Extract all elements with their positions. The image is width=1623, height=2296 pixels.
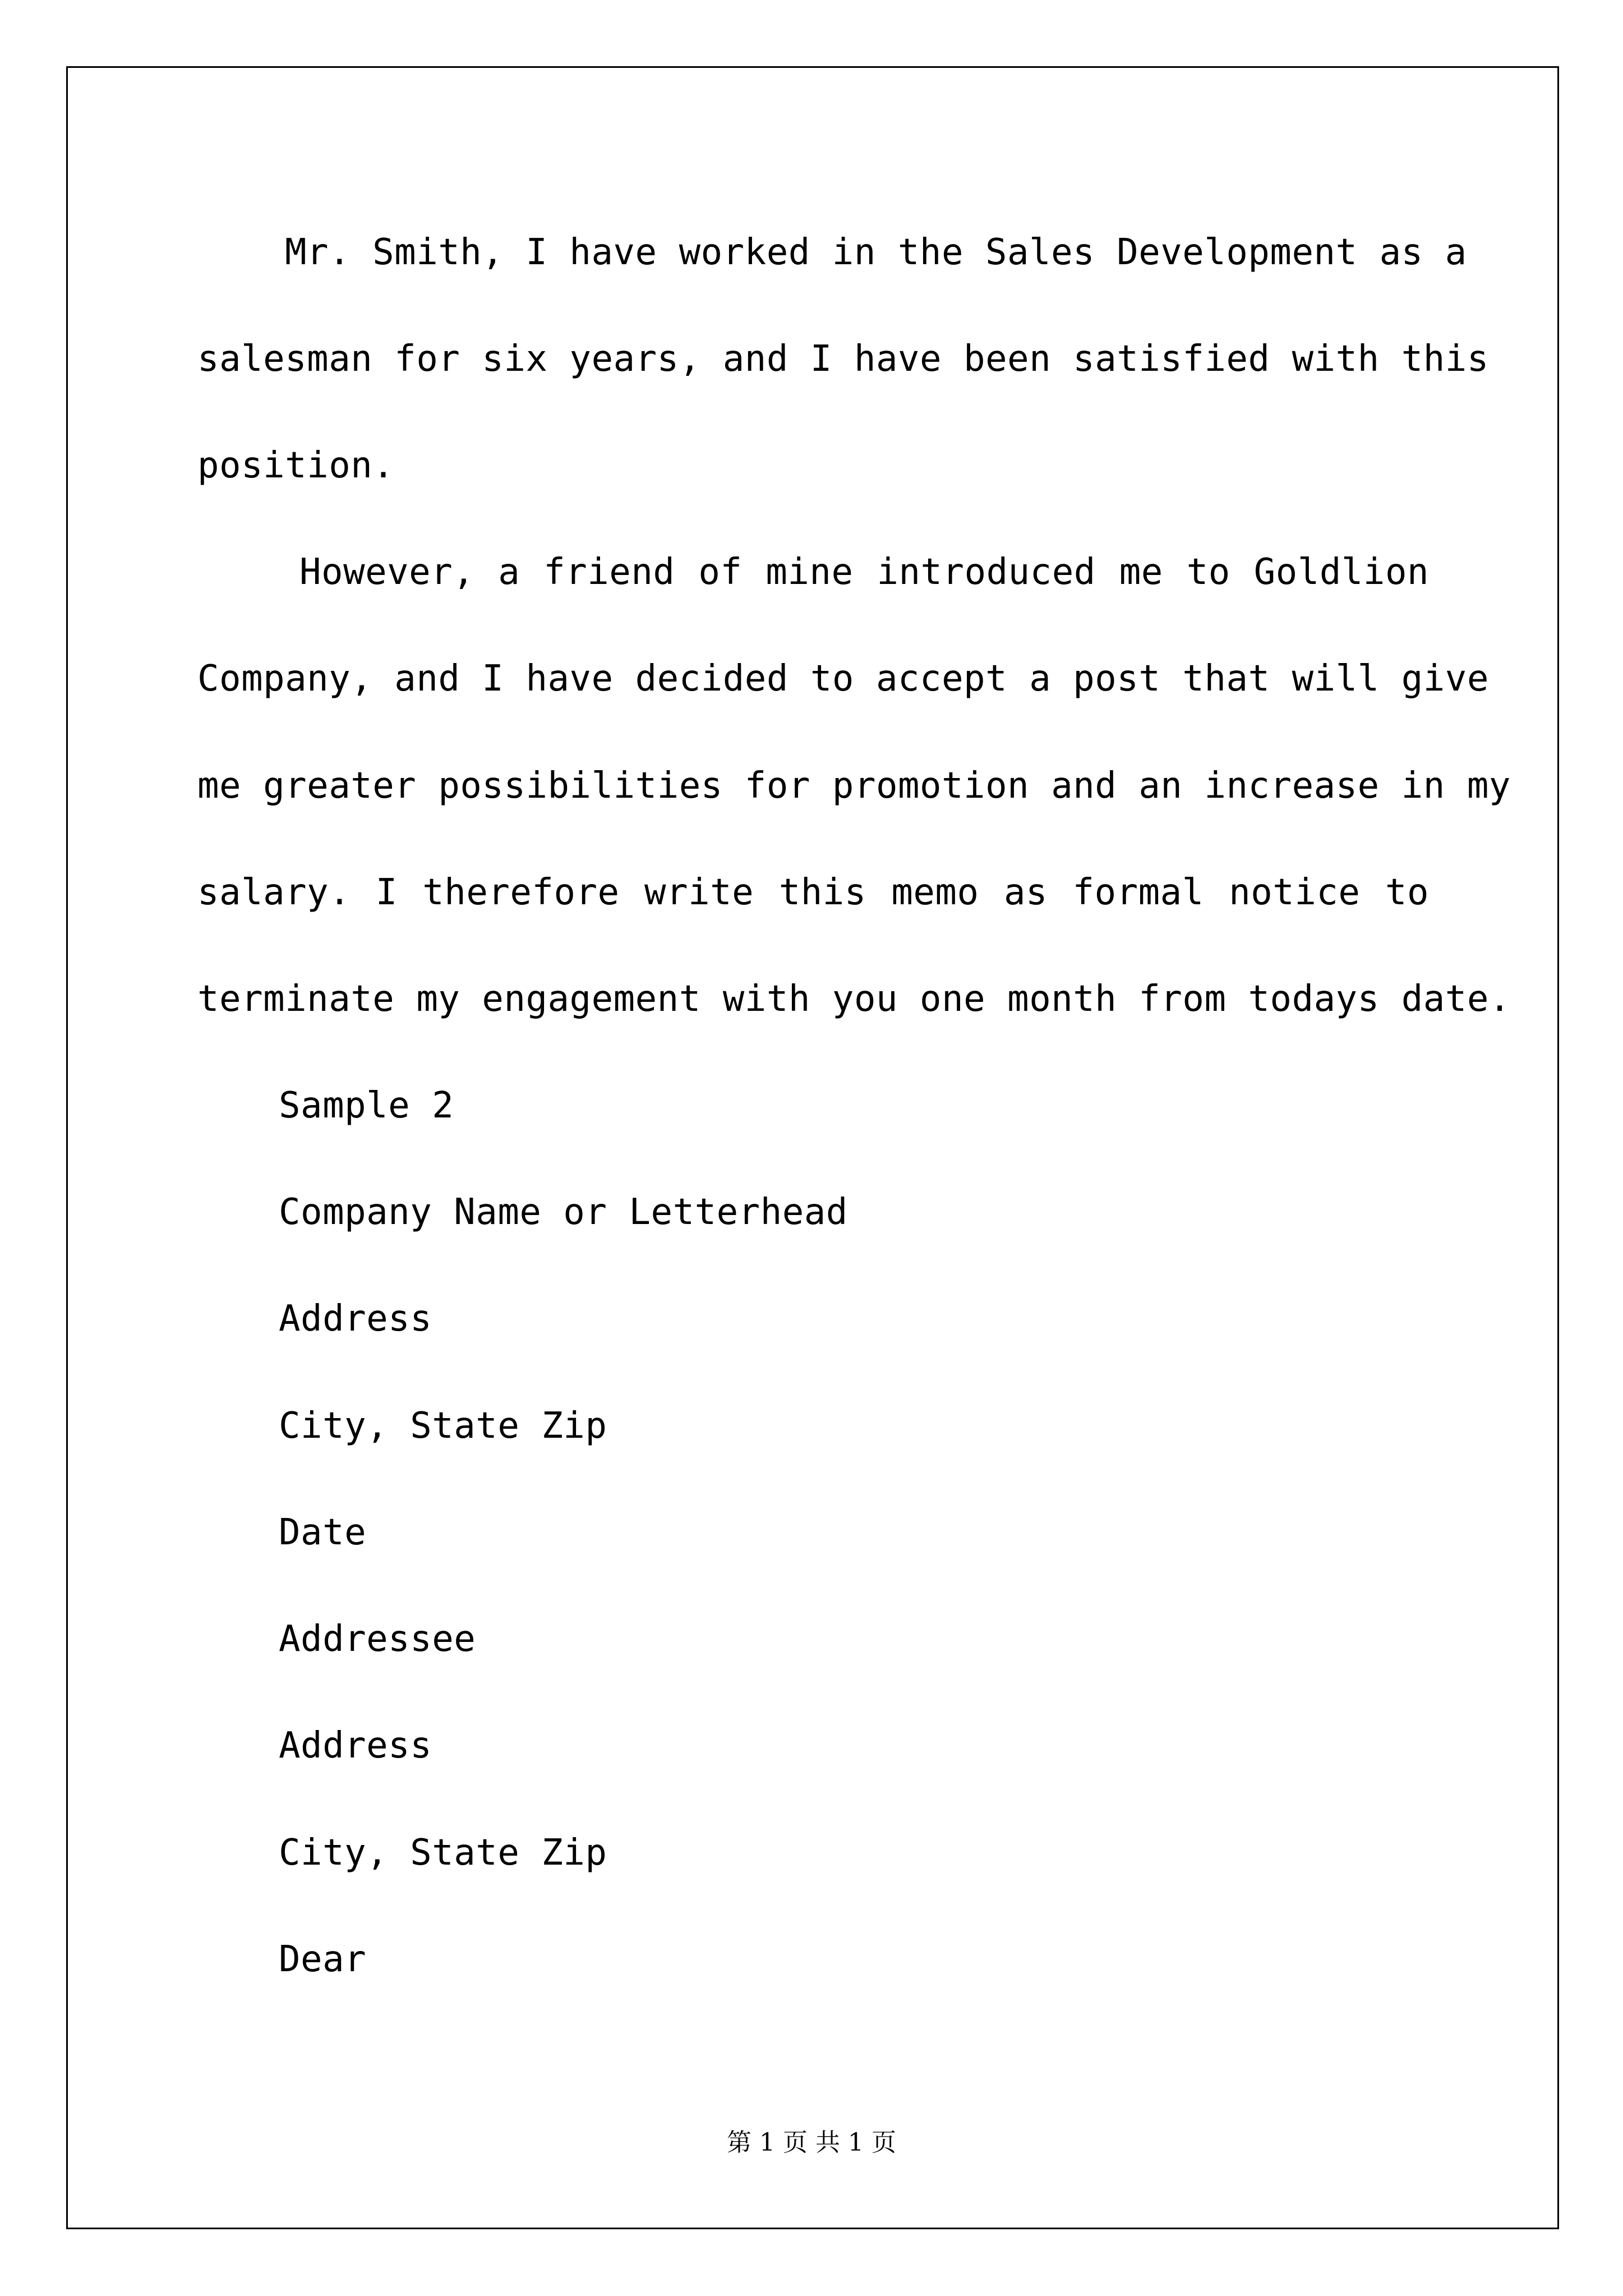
letter-addressee-address: Address xyxy=(279,1725,432,1766)
paragraph-2-line-5: terminate my engagement with you one month from todays date. xyxy=(197,978,1511,1020)
letter-addressee: Addressee xyxy=(279,1618,476,1660)
letter-addressee-city-state-zip: City, State Zip xyxy=(279,1832,607,1874)
letter-address: Address xyxy=(279,1298,432,1340)
paragraph-1-line-3: position. xyxy=(197,445,395,486)
letter-city-state-zip: City, State Zip xyxy=(279,1405,607,1447)
page-footer: 第 1 页 共 1 页 xyxy=(727,2128,896,2157)
paragraph-2-line-1: However, a friend of mine introduced me to Goldlion xyxy=(299,551,1429,593)
letter-company: Company Name or Letterhead xyxy=(279,1191,848,1233)
paragraph-2-line-2: Company, and I have decided to accept a post that will give xyxy=(197,658,1489,700)
page-border xyxy=(66,66,1559,2229)
letter-date: Date xyxy=(279,1512,367,1553)
letter-salutation: Dear xyxy=(279,1939,367,1980)
paragraph-1-line-2: salesman for six years, and I have been satisfied with this xyxy=(197,338,1489,380)
paragraph-2-line-3: me greater possibilities for promotion and an increase in my xyxy=(197,765,1511,807)
sample-heading: Sample 2 xyxy=(279,1085,454,1126)
paragraph-1-line-1: Mr. Smith, I have worked in the Sales Development as a xyxy=(285,232,1467,273)
paragraph-2-line-4: salary. I therefore write this memo as formal notice to xyxy=(197,872,1429,913)
